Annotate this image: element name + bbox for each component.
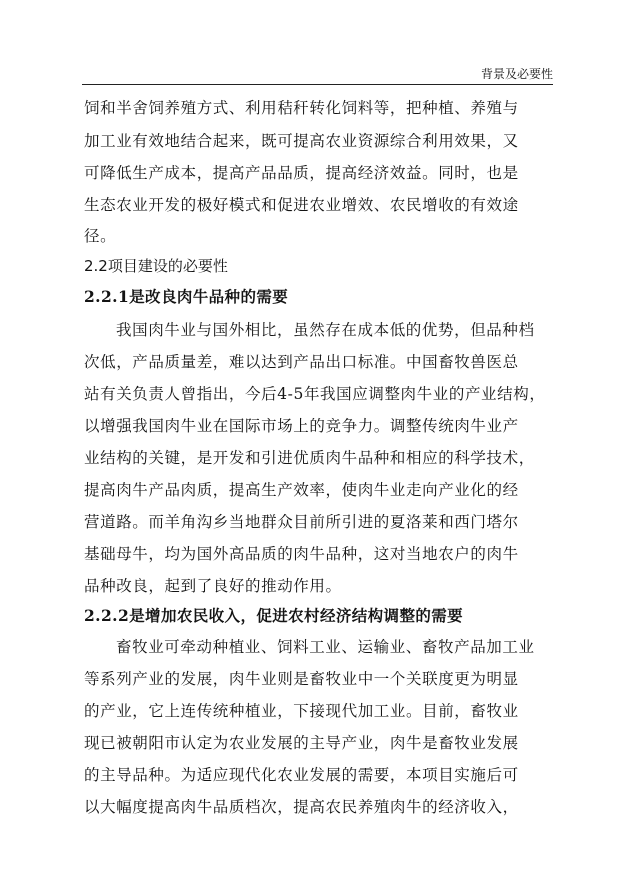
para1-line: 生态农业开发的极好模式和促进农业增效、农民增收的有效途 — [84, 196, 519, 214]
para1-line: 加工业有效地结合起来，既可提高农业资源综合利用效果，又 — [84, 132, 519, 150]
para1-line: 径。 — [84, 227, 117, 245]
header-rule — [82, 84, 553, 85]
running-header: 背景及必要性 — [480, 67, 553, 81]
para3-line: 的主导品种。为适应现代化农业发展的需要，本项目实施后可 — [84, 766, 519, 784]
para3-line: 以大幅度提高肉牛品质档次，提高农民养殖肉牛的经济收入， — [84, 798, 519, 816]
section-heading-2-2-2: 2.2.2是增加农民收入，促进农村经济结构调整的需要 — [84, 606, 464, 625]
para2-line: 我国肉牛业与国外相比，虽然存在成本低的优势，但品种档 — [116, 321, 535, 339]
para2-line: 站有关负责人曾指出，今后4-5年我国应调整肉牛业的产业结构， — [84, 385, 546, 403]
para1-line: 饲和半舍饲养殖方式、利用秸秆转化饲料等，把种植、养殖与 — [84, 99, 519, 117]
para3-line: 等系列产业的发展，肉牛业则是畜牧业中一个关联度更为明显 — [84, 670, 519, 688]
section-heading-2-2: 2.2项目建设的必要性 — [84, 257, 228, 275]
para3-line: 畜牧业可牵动种植业、饲料工业、运输业、畜牧产品加工业 — [116, 638, 535, 656]
para3-line: 现已被朝阳市认定为农业发展的主导产业，肉牛是畜牧业发展 — [84, 734, 519, 752]
para1-line: 可降低生产成本，提高产品品质，提高经济效益。同时，也是 — [84, 164, 519, 182]
para2-line: 营道路。而羊角沟乡当地群众目前所引进的夏洛莱和西门塔尔 — [84, 513, 519, 531]
para2-line: 提高肉牛产品肉质，提高生产效率，使肉牛业走向产业化的经 — [84, 481, 519, 499]
para2-line: 业结构的关键，是开发和引进优质肉牛品种和相应的科学技术， — [84, 449, 535, 467]
section-heading-2-2-1: 2.2.1是改良肉牛品种的需要 — [84, 287, 289, 306]
para2-line: 次低，产品质量差，难以达到产品出口标准。中国畜牧兽医总 — [84, 353, 519, 371]
para3-line: 的产业，它上连传统种植业，下接现代加工业。目前，畜牧业 — [84, 702, 519, 720]
para2-line: 基础母牛，均为国外高品质的肉牛品种，这对当地农户的肉牛 — [84, 545, 519, 563]
para2-line: 品种改良，起到了良好的推动作用。 — [84, 577, 342, 595]
para2-line: 以增强我国肉牛业在国际市场上的竞争力。调整传统肉牛业产 — [84, 417, 519, 435]
